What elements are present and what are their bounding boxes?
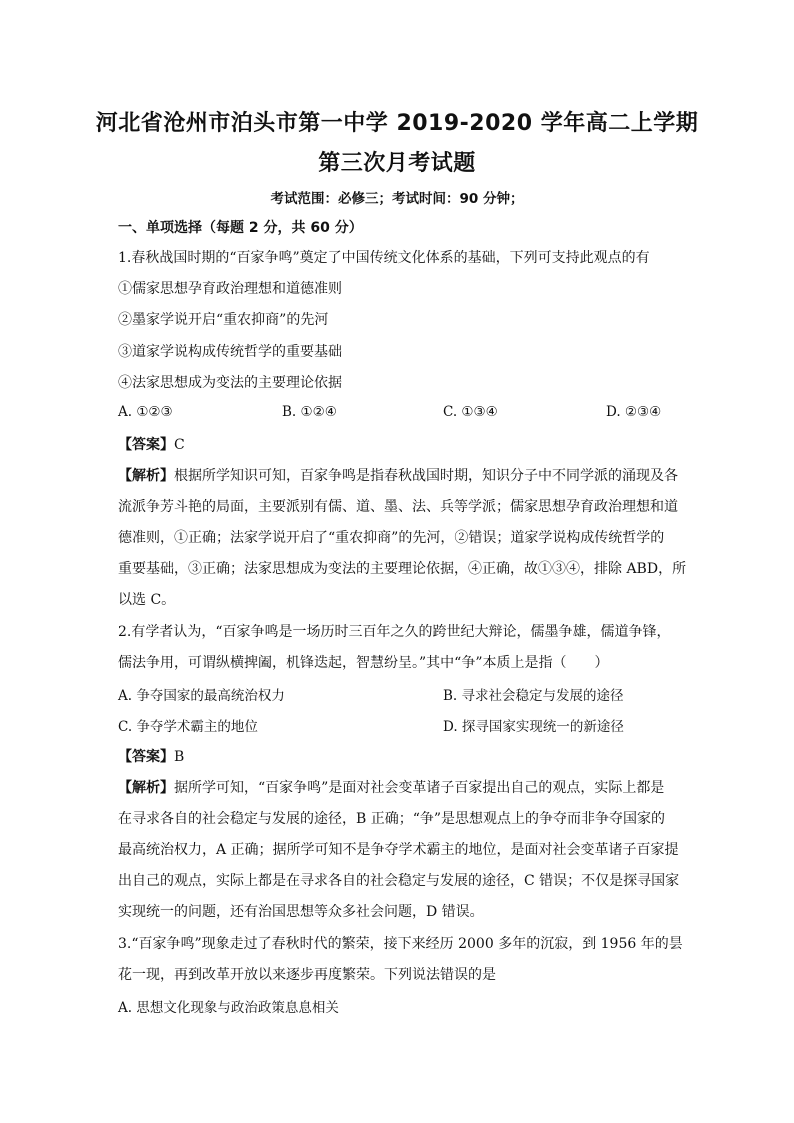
answer-value: C (174, 437, 185, 453)
q1-option-c: C. ①③④ (443, 404, 498, 420)
q2-stem: 儒法争用，可谓纵横捭阖，机锋迭起，智慧纷呈。”其中“争”本质上是指（ ） (118, 655, 609, 671)
q2-analysis-line: 出自己的观点，实际上都是在寻求各自的社会稳定与发展的途径，C 错误；不仅是探寻国家 (118, 873, 680, 889)
q3-stem: 3.“百家争鸣”现象走过了春秋时代的繁荣，接下来经历 2000 多年的沉寂，到 1956 年的昙 (118, 936, 683, 952)
section-heading: 一、单项选择（每题 2 分，共 60 分） (118, 220, 363, 236)
q2-analysis-line: 在寻求各自的社会稳定与发展的途径，B 正确；“争”是思想观点上的争夺而非争夺国家的 (118, 811, 666, 827)
q1-option-b: B. ①②④ (282, 404, 337, 420)
q1-option-d: D. ②③④ (606, 404, 662, 420)
q1-option-a: A. ①②③ (118, 404, 173, 420)
document-title-line2: 第三次月考试题 (318, 151, 476, 176)
exam-info: 考试范围：必修三；考试时间：90 分钟； (270, 191, 524, 207)
answer-tag: 【答案】 (118, 437, 174, 453)
q1-analysis-line: 流派争芳斗艳的局面，主要派别有儒、道、墨、法、兵等学派；儒家思想孕育政治理想和道 (118, 499, 678, 515)
q2-analysis-line: 实现统一的问题，还有治国思想等众多社会问题，D 错误。 (118, 904, 484, 920)
analysis-text: 据所学可知，“百家争鸣”是面对社会变革诸子百家提出自己的观点，实际上都是 (174, 780, 665, 796)
q1-analysis-line (118, 466, 683, 486)
q2-analysis-line: 最高统治权力，A 正确；据所学可知不是争夺学术霸主的地位，是面对社会变革诸子百家提 (118, 842, 679, 858)
q2-analysis-line (118, 778, 683, 798)
q2-option-a: A. 争夺国家的最高统治权力 (118, 688, 285, 704)
q1-statement: ②墨家学说开启“重农抑商”的先河 (118, 312, 329, 328)
q2-answer (118, 747, 683, 767)
q3-stem: 花一现，再到改革开放以来逐步再度繁荣。下列说法错误的是 (118, 967, 496, 983)
q1-analysis-line: 德准则，①正确；法家学说开启了“重农抑商”的先河，②错误；道家学说构成传统哲学的 (118, 530, 665, 546)
q3-option-a: A. 思想文化现象与政治政策息息相关 (118, 1000, 339, 1016)
q2-option-c: C. 争夺学术霸主的地位 (118, 719, 258, 735)
answer-value: B (174, 749, 185, 765)
document-title-line1: 河北省沧州市泊头市第一中学 2019-2020 学年高二上学期 (95, 111, 699, 136)
q2-stem: 2.有学者认为，“百家争鸣是一场历时三百年之久的跨世纪大辩论，儒墨争雄，儒道争锋， (118, 624, 671, 640)
q1-statement: ①儒家思想孕育政治理想和道德准则 (118, 281, 342, 297)
answer-tag: 【答案】 (118, 749, 174, 765)
q1-stem: 1.春秋战国时期的“百家争鸣”奠定了中国传统文化体系的基础，下列可支持此观点的有 (118, 250, 650, 266)
analysis-tag: 【解析】 (118, 468, 174, 484)
analysis-tag: 【解析】 (118, 780, 174, 796)
q2-option-b: B. 寻求社会稳定与发展的途径 (443, 688, 624, 704)
q1-analysis-line: 以选 C。 (118, 592, 176, 608)
q1-analysis-line: 重要基础，③正确；法家思想成为变法的主要理论依据，④正确，故①③④，排除 ABD，所 (118, 561, 687, 577)
q1-statement: ③道家学说构成传统哲学的重要基础 (118, 344, 342, 360)
q1-statement: ④法家思想成为变法的主要理论依据 (118, 375, 342, 391)
analysis-text: 根据所学知识可知，百家争鸣是指春秋战国时期，知识分子中不同学派的涌现及各 (174, 468, 678, 484)
q2-option-d: D. 探寻国家实现统一的新途径 (443, 719, 624, 735)
q1-answer (118, 435, 683, 455)
